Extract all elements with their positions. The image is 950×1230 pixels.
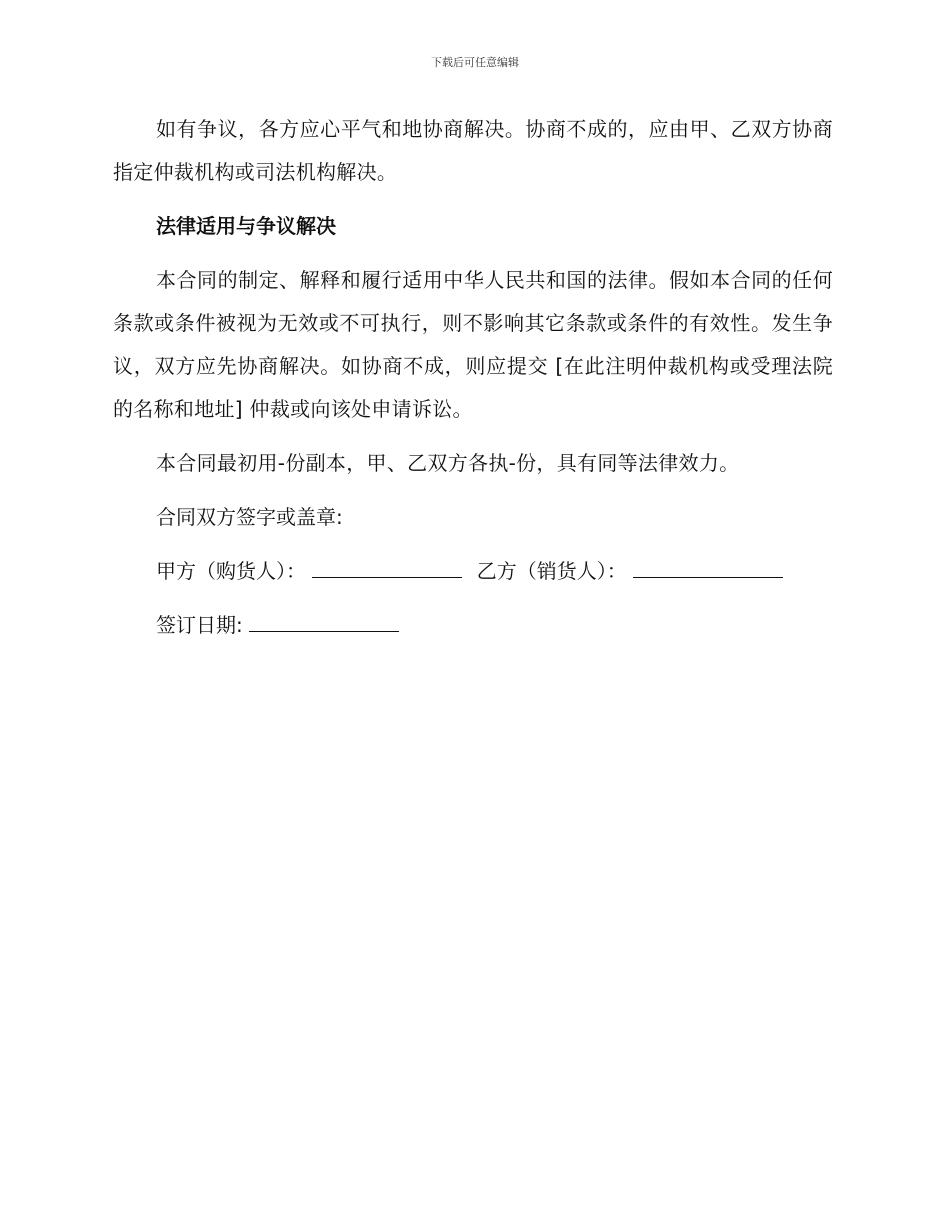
party-signature-line [113,550,833,593]
header-note: 下载后可任意编辑 [431,56,519,69]
section-heading: 法律适用与争议解决 [156,214,336,238]
copies-paragraph: 本合同最初用-份副本，甲、乙双方各执-份，具有同等法律效力。 [156,451,740,475]
date-label: 签订日期: [156,613,243,637]
date-blank[interactable] [249,630,399,632]
party-b-signature-blank[interactable] [633,576,783,578]
law-paragraph: 本合同的制定、解释和履行适用中华人民共和国的法律。假如本合同的任何条款或条件被视为无效或不可执行，则不影响其它条款或条件的有效性。发生争议，双方应先协商解决。如协商不成，则应提交 [在此注明仲裁机构或受理法院的名称和地址] 仲裁或向该处申请诉讼。 [113,268,833,421]
dispute-paragraph: 如有争议，各方应心平气和地协商解决。协商不成的，应由甲、乙双方协商指定仲裁机构或司法机构解决。 [113,117,833,184]
signature-intro: 合同双方签字或盖章: [156,505,343,529]
party-b-label: 乙方（销货人）： [476,559,627,583]
party-a-label: 甲方（购货人）： [156,559,306,583]
party-a-signature-blank[interactable] [312,576,462,578]
date-line [113,604,833,647]
document-body [113,108,833,658]
